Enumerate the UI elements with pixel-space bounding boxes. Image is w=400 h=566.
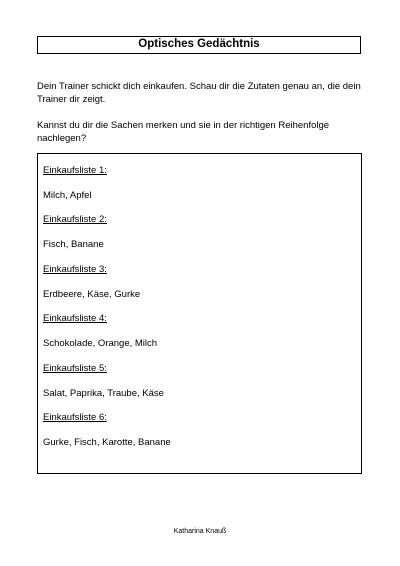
list-heading: Einkaufsliste 4: <box>43 313 107 324</box>
list-entry-5 <box>43 363 164 400</box>
list-entry-4 <box>43 313 157 350</box>
author-footer: Katharina Knauß <box>173 528 227 535</box>
list-heading: Einkaufsliste 2: <box>43 214 107 225</box>
list-entry-2 <box>43 214 107 251</box>
page-title: Optisches Gedächtnis <box>138 38 260 51</box>
list-heading: Einkaufsliste 1: <box>43 165 107 176</box>
list-items: Salat, Paprika, Traube, Käse <box>43 388 164 399</box>
title-box <box>37 36 361 54</box>
list-heading: Einkaufsliste 6: <box>43 412 107 423</box>
list-items: Erdbeere, Käse, Gurke <box>43 289 141 300</box>
list-items: Schokolade, Orange, Milch <box>43 338 158 349</box>
list-entry-3 <box>43 264 140 301</box>
intro-paragraph-1: Dein Trainer schickt dich einkaufen. Schau dir die Zutaten genau an, die dein Trainer dir zeigt. <box>37 81 361 105</box>
shopping-lists-box <box>37 153 362 474</box>
list-items: Milch, Apfel <box>43 190 92 201</box>
list-items: Gurke, Fisch, Karotte, Banane <box>43 437 171 448</box>
intro-text <box>37 80 367 158</box>
list-entry-1 <box>43 165 107 202</box>
list-entry-6 <box>43 412 171 449</box>
intro-paragraph-2: Kannst du dir die Sachen merken und sie in der richtigen Reihenfolge nachlegen? <box>37 120 330 144</box>
list-heading: Einkaufsliste 5: <box>43 363 107 374</box>
list-items: Fisch, Banane <box>43 239 104 250</box>
list-heading: Einkaufsliste 3: <box>43 264 107 275</box>
